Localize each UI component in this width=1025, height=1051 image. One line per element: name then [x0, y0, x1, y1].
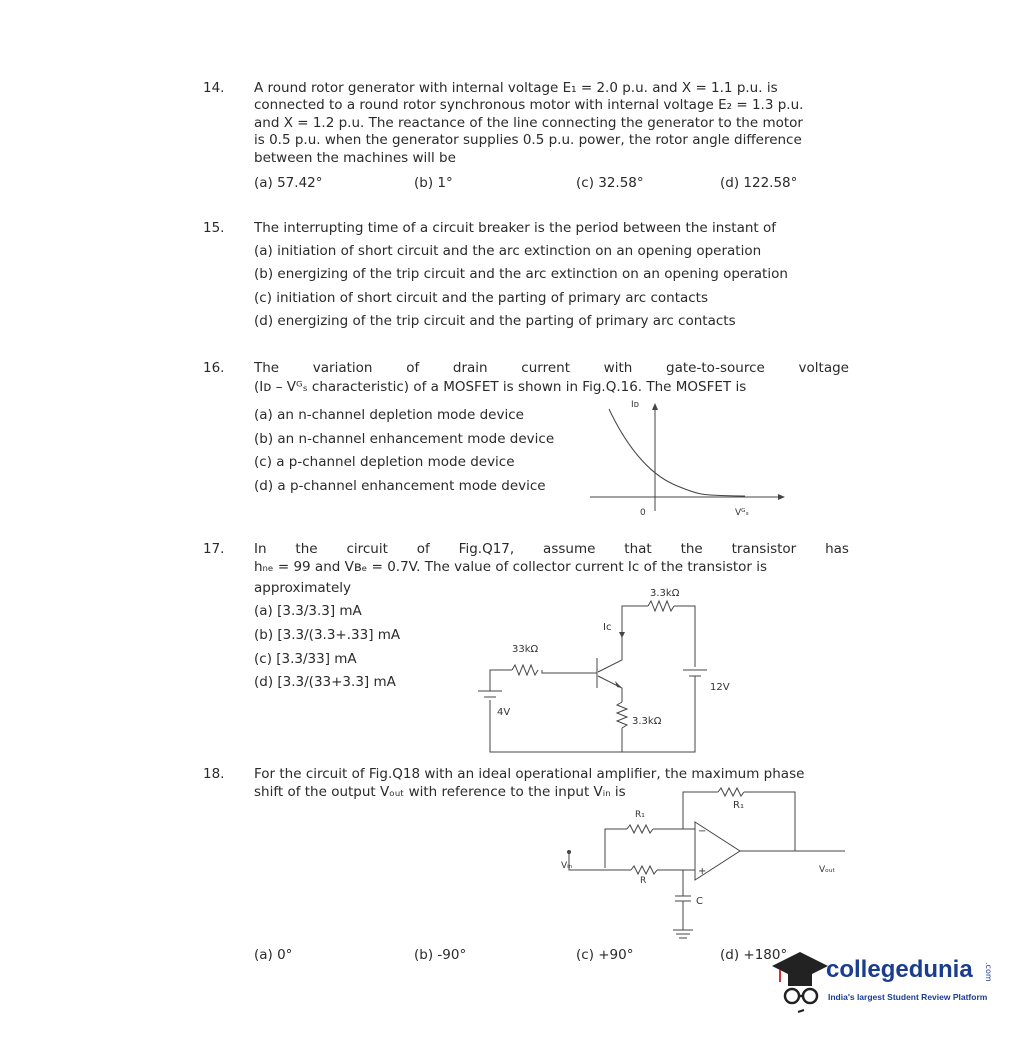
q17-supply-label: 12V — [710, 682, 730, 693]
brand-com: .com — [984, 962, 993, 982]
q18-input-r1-label: R₁ — [635, 810, 645, 820]
q17-base-voltage-label: 4V — [497, 707, 511, 718]
q14-option-a[interactable]: (a) 57.42° — [254, 175, 323, 191]
q16-x-label: Vᴳₛ — [735, 508, 749, 518]
q18-option-d[interactable]: (d) +180° — [720, 947, 788, 963]
q18-feedback-r1-label: R₁ — [733, 800, 744, 811]
q18-figure — [555, 780, 855, 955]
q16-option-a[interactable]: (a) an n-channel depletion mode device — [254, 407, 524, 423]
q18-wire — [605, 829, 627, 868]
q17-wire — [674, 606, 695, 667]
q17-wire — [598, 676, 622, 702]
q17-option-c[interactable]: (c) [3.3/33] mA — [254, 651, 357, 667]
q16-option-d[interactable]: (d) a p-channel enhancement mode device — [254, 478, 546, 494]
q17-collector-resistor-label: 3.3kΩ — [650, 588, 680, 599]
q14-line-4: is 0.5 p.u. when the generator supplies 0.5 p.u. power, the rotor angle difference — [254, 132, 802, 148]
q17-line-2: hₙₑ = 99 and Vʙₑ = 0.7V. The value of collector current Iᴄ of the transistor is — [254, 559, 768, 575]
q17-word: of — [416, 541, 430, 557]
brand-name: collegedunia — [826, 956, 973, 983]
q16-x-arrow — [778, 494, 785, 500]
q17-wire — [490, 676, 695, 752]
brand-tagline: India's largest Student Review Platform — [828, 992, 988, 1002]
q18-feedback-resistor — [718, 788, 744, 796]
q14-option-b[interactable]: (b) 1° — [414, 175, 453, 191]
q18-r-label: R — [640, 876, 647, 886]
q15-option-d[interactable]: (d) energizing of the trip circuit and the parting of primary arc contacts — [254, 313, 736, 329]
q18-line-1: For the circuit of Fig.Q18 with an ideal operational amplifier, the maximum phase — [254, 766, 805, 782]
q17-line-1 — [254, 541, 849, 557]
q16-word: drain — [452, 360, 488, 376]
q17-word: In — [254, 541, 267, 557]
brand-watermark — [770, 948, 1010, 1018]
q16-word: with — [603, 360, 633, 376]
q17-line-3: approximately — [254, 580, 352, 596]
q15-stem: The interrupting time of a circuit breaker is the period between the instant of — [254, 220, 777, 236]
q17-emitter-resistor-label: 3.3kΩ — [632, 716, 662, 727]
q14-number: 14. — [203, 80, 225, 96]
q17-wire — [622, 606, 648, 612]
q16-word: variation — [312, 360, 373, 376]
q18-input-resistor-r — [631, 866, 657, 874]
q17-base-resistor-label: 33kΩ — [512, 644, 539, 655]
q14-line-3: and X = 1.2 p.u. The reactance of the line connecting the generator to the motor — [254, 115, 803, 131]
q18-line-2: shift of the output Vₒᵤₜ with reference to the input Vᵢₙ is — [254, 784, 626, 800]
q16-line-2: (Iᴅ – Vᴳₛ characteristic) of a MOSFET is shown in Fig.Q.16. The MOSFET is — [254, 379, 747, 395]
q16-id-curve — [609, 409, 745, 496]
q16-line-1 — [254, 360, 849, 376]
q18-wire — [569, 853, 631, 870]
q18-option-a[interactable]: (a) 0° — [254, 947, 293, 963]
q17-wire — [542, 670, 597, 673]
q17-wire — [490, 670, 512, 691]
q17-word: circuit — [346, 541, 388, 557]
q18-c-label: C — [696, 896, 703, 907]
q17-word: the — [295, 541, 318, 557]
q14-line-2: connected to a round rotor synchronous motor with internal voltage E₂ = 1.3 p.u. — [254, 97, 804, 113]
q17-word: assume — [543, 541, 596, 557]
q17-option-b[interactable]: (b) [3.3/(3.3+.33] mA — [254, 627, 401, 643]
q16-word: of — [406, 360, 420, 376]
q18-input-resistor-r1 — [627, 825, 653, 833]
q16-word: gate-to-source — [666, 360, 765, 376]
q17-word: that — [624, 541, 652, 557]
graduation-cap-icon — [770, 948, 830, 1018]
q16-word: current — [521, 360, 570, 376]
q18-input-node — [567, 850, 571, 854]
q18-minus-label: − — [698, 826, 707, 837]
q17-emitter-resistor — [617, 702, 627, 728]
q16-word: The — [254, 360, 280, 376]
q16-word: voltage — [798, 360, 849, 376]
q18-number: 18. — [203, 766, 225, 782]
q17-base-resistor — [512, 665, 538, 675]
q15-number: 15. — [203, 220, 225, 236]
q18-option-b[interactable]: (b) -90° — [414, 947, 467, 963]
q14-option-d[interactable]: (d) 122.58° — [720, 175, 798, 191]
q17-option-d[interactable]: (d) [3.3/(33+3.3] mA — [254, 674, 396, 690]
q17-collector-resistor — [648, 601, 674, 611]
q16-option-c[interactable]: (c) a p-channel depletion mode device — [254, 454, 515, 470]
q16-number: 16. — [203, 360, 225, 376]
q14-line-1: A round rotor generator with internal voltage E₁ = 2.0 p.u. and X = 1.1 p.u. is — [254, 80, 778, 96]
q18-vout-label: Vₒᵤₜ — [819, 865, 836, 875]
q16-option-b[interactable]: (b) an n-channel enhancement mode device — [254, 431, 555, 447]
q15-option-c[interactable]: (c) initiation of short circuit and the parting of primary arc contacts — [254, 290, 709, 306]
q17-figure — [470, 580, 730, 760]
q17-ic-arrowhead — [619, 632, 625, 638]
q15-option-a[interactable]: (a) initiation of short circuit and the arc extinction on an opening operation — [254, 243, 762, 259]
q16-y-arrow — [652, 403, 658, 410]
q18-wire — [740, 792, 795, 851]
q14-line-5: between the machines will be — [254, 150, 456, 166]
q16-y-label: Iᴅ — [631, 400, 640, 410]
q15-option-b[interactable]: (b) energizing of the trip circuit and the arc extinction on an opening operation — [254, 266, 788, 282]
q18-vin-label: Vᵢₙ — [561, 861, 573, 871]
q17-word: transistor — [731, 541, 797, 557]
q16-origin-label: 0 — [640, 508, 646, 518]
q18-option-c[interactable]: (c) +90° — [576, 947, 634, 963]
q17-ic-label: Iᴄ — [603, 622, 612, 633]
q18-plus-label: + — [698, 866, 707, 877]
q17-number: 17. — [203, 541, 225, 557]
q17-option-a[interactable]: (a) [3.3/3.3] mA — [254, 603, 362, 619]
q17-wire — [598, 612, 622, 672]
q14-option-c[interactable]: (c) 32.58° — [576, 175, 644, 191]
q16-figure — [585, 393, 795, 523]
q17-word: has — [825, 541, 849, 557]
q17-word: the — [680, 541, 703, 557]
q17-word: Fig.Q17, — [458, 541, 515, 557]
q18-wire — [683, 792, 718, 829]
